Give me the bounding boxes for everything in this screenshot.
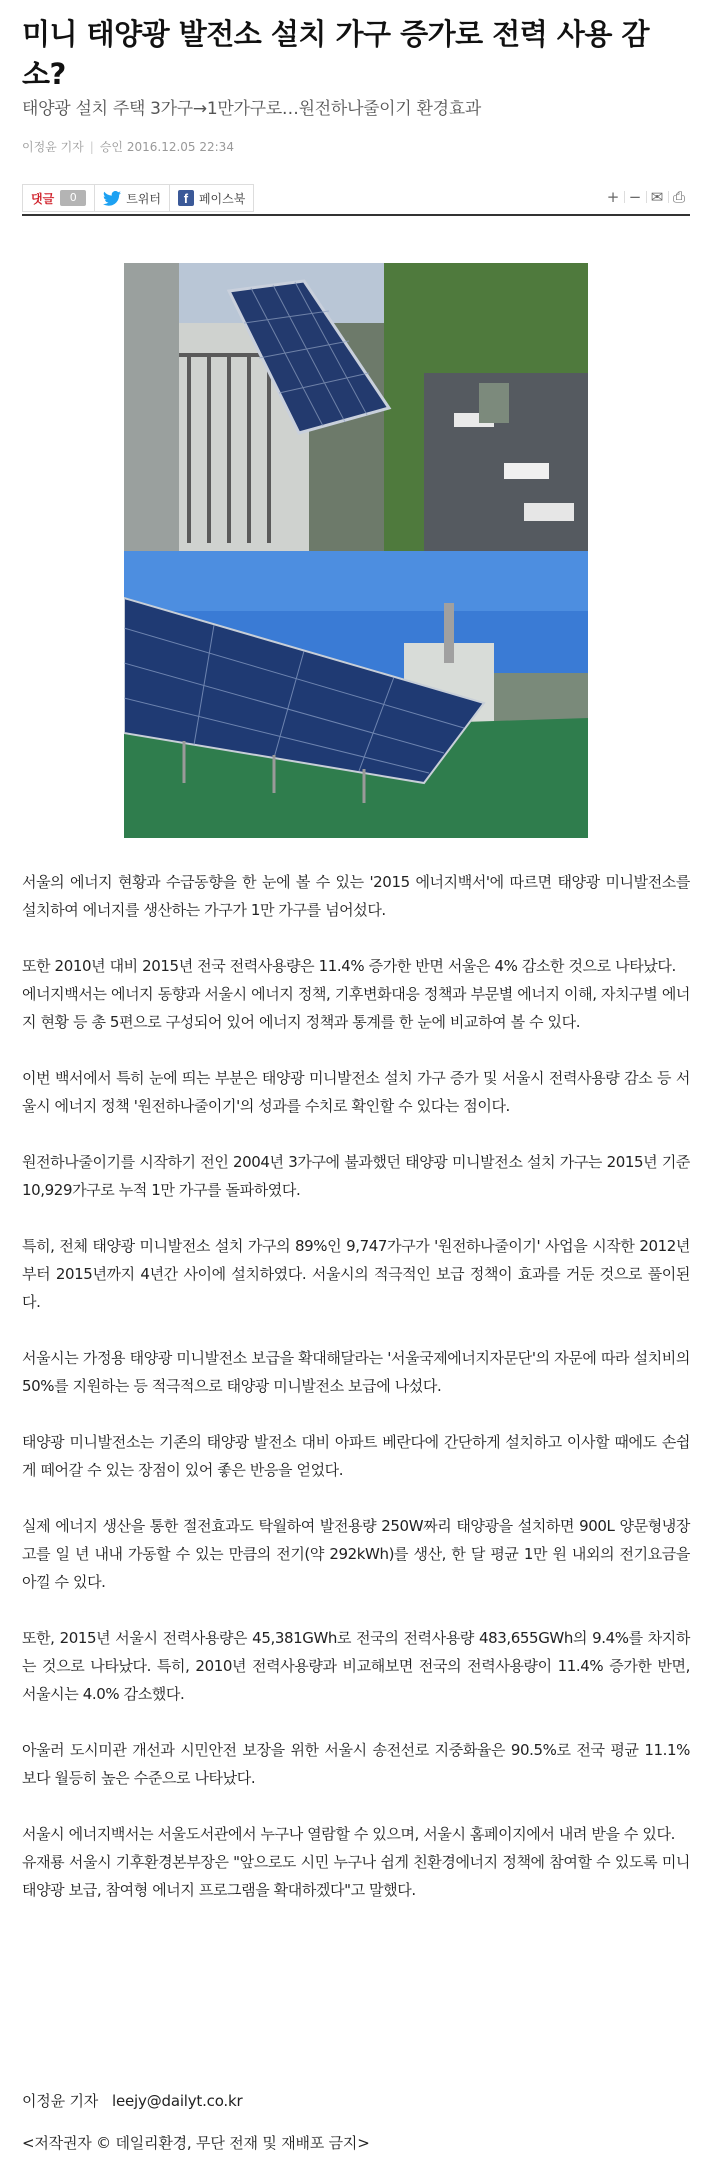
comment-button[interactable] — [23, 185, 95, 211]
approved-label: 승인 — [99, 140, 124, 154]
paragraph: 이번 백서에서 특히 눈에 띄는 부분은 태양광 미니발전소 설치 가구 증가 및 서울시 전력사용량 감소 등 서울시 에너지 정책 '원전하나줄이기'의 성과를 수치로 확인할 수 있다는 점이다. — [22, 1069, 690, 1115]
copyright-notice: <저작권자 © 데일리환경, 무단 전재 및 재배포 금지> — [22, 2134, 370, 2152]
comment-label: 댓글 — [31, 191, 55, 206]
article-photo — [124, 263, 588, 838]
comment-count: 0 — [60, 190, 86, 206]
solar-panel-photos — [124, 263, 588, 838]
zoom-out-icon[interactable]: − — [624, 188, 646, 206]
twitter-label: 트위터 — [126, 191, 161, 206]
paragraph: 태양광 미니발전소는 기존의 태양광 발전소 대비 아파트 베란다에 간단하게 설치하고 이사할 때에도 손쉽게 떼어갈 수 있는 장점이 있어 좋은 반응을 얻었다. — [22, 1433, 690, 1479]
author-name[interactable]: 이정윤 기자 — [22, 140, 84, 154]
mail-icon[interactable]: ✉ — [646, 188, 668, 206]
paragraph: 실제 에너지 생산을 통한 절전효과도 탁월하여 발전용량 250W짜리 태양광을 설치하면 900L 양문형냉장고를 일 년 내내 가동할 수 있는 만큼의 전기(약 292kWh)를 생산, 한 달 평균 1만 원 내외의 전기요금을 아낄 수 있다. — [22, 1517, 690, 1591]
paragraph: 특히, 전체 태양광 미니발전소 설치 가구의 89%인 9,747가구가 '원전하나줄이기' 사업을 시작한 2012년부터 2015년까지 4년간 사이에 설치하였다. 서울시의 적극적인 보급 정책이 효과를 거둔 것으로 풀이된다. — [22, 1237, 690, 1311]
article-subtitle: 태양광 설치 주택 3가구→1만가구로…원전하나줄이기 환경효과 — [22, 99, 482, 119]
facebook-share-button[interactable] — [170, 185, 253, 211]
reporter-email[interactable]: leejy@dailyt.co.kr — [112, 2092, 243, 2110]
paragraph: 서울의 에너지 현황과 수급동향을 한 눈에 볼 수 있는 '2015 에너지백서'에 따르면 태양광 미니발전소를 설치하여 에너지를 생산하는 가구가 1만 가구를 넘어섰다. — [22, 873, 690, 919]
paragraph: 원전하나줄이기를 시작하기 전인 2004년 3가구에 불과했던 태양광 미니발전소 설치 가구는 2015년 기준 10,929가구로 누적 1만 가구를 돌파하였다. — [22, 1153, 690, 1199]
zoom-in-icon[interactable]: + — [606, 188, 620, 206]
reporter-name: 이정윤 기자 — [22, 2092, 99, 2110]
paragraph: 또한 2010년 대비 2015년 전국 전력사용량은 11.4% 증가한 반면 서울은 4% 감소한 것으로 나타났다. — [22, 957, 676, 975]
facebook-icon: f — [178, 190, 194, 206]
share-box — [22, 184, 254, 212]
paragraph: 서울시는 가정용 태양광 미니발전소 보급을 확대해달라는 '서울국제에너지자문단'의 자문에 따라 설치비의 50%를 지원하는 등 적극적으로 태양광 미니발전소 보급에 나섰다. — [22, 1349, 690, 1395]
paragraph: 또한, 2015년 서울시 전력사용량은 45,381GWh로 전국의 전력사용량 483,655GWh의 9.4%를 차지하는 것으로 나타났다. 특히, 2010년 전력사용량과 비교해보면 전국의 전력사용량이 11.4% 증가한 반면, 서울시는 4.0% 감소했다. — [22, 1629, 690, 1703]
article-body — [22, 868, 690, 1932]
print-icon[interactable]: ⎙ — [668, 188, 690, 206]
reporter-signature — [22, 2090, 242, 2111]
approved-time: 2016.12.05 22:34 — [126, 140, 234, 154]
article-title: 미니 태양광 발전소 설치 가구 증가로 전력 사용 감소? — [22, 17, 650, 91]
paragraph: 아울러 도시미관 개선과 시민안전 보장을 위한 서울시 송전선로 지중화율은 90.5%로 전국 평균 11.1% 보다 월등히 높은 수준으로 나타났다. — [22, 1741, 690, 1787]
article-tools — [602, 188, 690, 206]
paragraph: 서울시 에너지백서는 서울도서관에서 누구나 열람할 수 있으며, 서울시 홈페이지에서 내려 받을 수 있다. — [22, 1825, 675, 1843]
paragraph: 에너지백서는 에너지 동향과 서울시 에너지 정책, 기후변화대응 정책과 부문별 에너지 이해, 자치구별 에너지 현황 등 총 5편으로 구성되어 있어 에너지 정책과 통계를 한 눈에 비교하여 볼 수 있다. — [22, 985, 690, 1031]
twitter-share-button[interactable] — [95, 185, 170, 211]
balcony-panel-image — [124, 263, 588, 551]
rooftop-panel-image — [124, 551, 588, 838]
facebook-label: 페이스북 — [198, 191, 246, 206]
byline: 이정윤 기자 | 승인 2016.12.05 22:34 — [22, 140, 234, 154]
paragraph: 유재룡 서울시 기후환경본부장은 "앞으로도 시민 누구나 쉽게 친환경에너지 정책에 참여할 수 있도록 미니태양광 보급, 참여형 에너지 프로그램을 확대하겠다"고 말했다. — [22, 1853, 690, 1899]
article-toolbar — [22, 180, 690, 216]
twitter-icon — [103, 191, 121, 206]
